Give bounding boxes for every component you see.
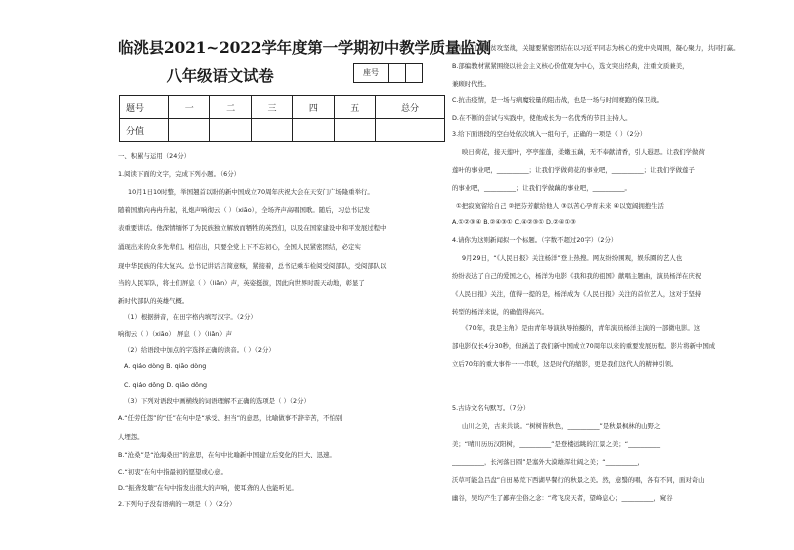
score-cell[interactable] xyxy=(169,119,210,142)
seat-number-box xyxy=(353,63,423,83)
text-line: 1.阅读下面的文字，完成下列小题。（6分） xyxy=(118,170,240,178)
exam-title: 临洮县2021~2022学年度第一学期初中教学质量监测 xyxy=(118,38,491,57)
text-line: 随着国旗向冉冉升起，礼炮声响彻云（ ）（xiāo），全场齐声高唱国歌。随后，习总书记发 xyxy=(118,206,370,214)
text-line: 9月29日，“《人民日报》关注杨洋”登上热搜。网友纷纷围观，娱乐圈的艺人也 xyxy=(462,254,683,262)
score-header-cell: 五 xyxy=(334,96,375,119)
score-cell[interactable] xyxy=(334,119,375,142)
text-line: A.能否打赢脱贫攻坚战，关键要紧密团结在以习近平同志为核心的党中央周围，凝心聚力，共同打赢。 xyxy=(452,44,740,52)
text-line: 3.给下面语段的空白处依次填入一组句子，正确的一项是（ ）（2分） xyxy=(452,130,647,138)
score-header-cell: 二 xyxy=(210,96,251,119)
text-line: 涌现出来的众多先辈们。相信出，只要全党上下不忘初心，全国人民紧密团结，必定实 xyxy=(118,243,361,251)
text-line: 转型的杨洋来说，的确值得高兴。 xyxy=(452,308,548,316)
text-line: C.抗击疫情，是一场与病魔较量的阻击战，也是一场与时间赛跑的保卫战。 xyxy=(452,96,663,104)
text-line: 幽谷，吴均产生了鄙弃尘俗之念：“鸢飞戾天者，望峰息心；__________，窥谷 xyxy=(452,494,673,502)
score-cell[interactable] xyxy=(293,119,334,142)
text-line: D.在不断的尝试与实践中，使他成长为一名优秀的节目主持人。 xyxy=(452,114,632,122)
text-line: 5.古诗文名句默写。（7分） xyxy=(452,404,530,412)
text-line: B.“沧桑”是“沧海桑田”的意思，在句中比喻新中国建立后变化的巨大、迅速。 xyxy=(118,451,336,459)
text-line: 纷纷表达了自己的爱国之心，杨洋为电影《我和我的祖国》献唱主题曲，演员杨洋在庆祝 xyxy=(452,272,702,280)
text-line: 一、积累与运用（24分） xyxy=(118,152,191,160)
text-line: C. qiáo dǒng D. qiāo dǒng xyxy=(124,381,208,389)
exam-subtitle: 八年级语文试卷 xyxy=(166,66,274,85)
text-line: 兼顾时代性。 xyxy=(452,80,491,88)
text-line: 现中华民族的伟大复兴。总书记讲话言简意赅，紧接着，总书记乘车检阅受阅部队，受阅部队以 xyxy=(118,262,387,270)
text-line: 沃草可能急吕盘”自田易荒下西湖早餐行的秋景之美。然，意翳的唱，各有不同，面对奇山 xyxy=(452,476,705,484)
text-line: 4.请你为这则新闻拟一个标题。（字数不超过20字）（2分） xyxy=(452,236,618,244)
seat-label: 座号 xyxy=(363,68,379,77)
score-header-cell: 四 xyxy=(293,96,334,119)
text-line: 映日荷花，接天莲叶，亭亭莲蓬，柔嫩玉藕，无不奉献清香，引人遐思。让我们学做荷 xyxy=(462,148,705,156)
text-line: C.“初衷”在句中指最初的愿望或心意。 xyxy=(118,468,227,476)
text-line: 莲叶的事业吧，__________；让我们学做荷花的事业吧，__________；让我们学做莲子 xyxy=(452,166,695,174)
text-line: 人埋怨。 xyxy=(118,433,144,441)
score-header-cell: 三 xyxy=(251,96,292,119)
seat-cell[interactable] xyxy=(388,64,405,82)
text-line: 立后70年的重大事件一一串联，这是时代的缩影，更是我们这代人的精神引领。 xyxy=(452,360,678,368)
text-line: A.“任劳任怨”的“任”在句中是“承受、担当”的意思，比喻做事不辞辛苦，不怕别 xyxy=(118,414,343,422)
score-cell[interactable] xyxy=(210,119,251,142)
text-line: B.部编教材紧紧围绕以社会主义核心价值观为中心，选文突出经典，注重文质兼美， xyxy=(452,62,689,70)
text-line: A. qiáo dòng B. qiāo dòng xyxy=(124,362,207,370)
text-line: 10月1日10时整，举国翘首以盼的新中国成立70周年庆祝大会在天安门广场隆重举行。 xyxy=(128,188,374,196)
text-line: D.“振聋发聩”在句中指发出很大的声响，使耳聋的人也能听见。 xyxy=(118,484,298,492)
text-line: 2.下列句子没有语病的一项是（ ）（2分） xyxy=(118,500,236,508)
text-line: 表重要讲话。他深情缅怀了为民族独立解放而牺牲的英烈们，以及在国家建设中和平发展过程中 xyxy=(118,224,387,232)
score-cell[interactable] xyxy=(376,119,445,142)
text-line: 的事业吧，__________；让我们学做藕的事业吧，__________。 xyxy=(452,184,631,192)
text-line: （3）下列对语段中画横线的词语理解不正确的选项是（ ）（2分） xyxy=(124,397,310,405)
seat-cell[interactable] xyxy=(405,64,422,82)
score-row-label: 分值 xyxy=(120,119,169,142)
score-table xyxy=(119,95,445,142)
text-line: A.①②③④ B.②④③① C.④②③① D.②④①③ xyxy=(452,218,576,226)
text-line: 美；“晴川历历汉阳树，__________”是登楼远眺的江景之美；“__________ xyxy=(452,440,661,448)
score-header-cell: 一 xyxy=(169,96,210,119)
score-table-value-row xyxy=(120,119,445,142)
score-header-cell: 总分 xyxy=(376,96,445,119)
text-line: 《70年，我是主角》是由青年导演执导拍摄的，青年演员杨洋主演的一部微电影。这 xyxy=(462,324,701,332)
text-line: 响彻云（ ）（xiāo） 屏息（ ）（liǎn）声 xyxy=(118,330,233,338)
score-table-header-row xyxy=(120,96,445,119)
score-cell[interactable] xyxy=(251,119,292,142)
text-line: ①把寂寞留给自己 ②把芬芳献给他人 ③以苦心孕育未来 ④以宽阔拥抱生活 xyxy=(456,202,664,210)
score-header-cell: 题号 xyxy=(120,96,169,119)
text-line: 《人民日报》关注，值得一提的是，杨洋成为《人民日报》关注的首位艺人，这对于坚持 xyxy=(452,290,702,298)
text-line: （1）根据拼音，在田字格内填写汉字。（2分） xyxy=(124,313,257,321)
text-line: 部电影仅长4分30秒，但涵盖了我们新中国成立70周年以来的重要发展历程。影片将新中国成 xyxy=(452,342,716,350)
text-line: （2）给语段中加点的字选择正确的读音。（ ）（2分） xyxy=(124,346,275,354)
text-line: __________，长河落日圆”是塞外大漠雄浑壮阔之美；“__________， xyxy=(452,458,644,466)
text-line: 当的人民军队，将士们屏息（ ）（liǎn）声，英姿挺拔，因此向世界时震天动地，彰显了 xyxy=(118,279,365,287)
text-line: 山川之美，古来共谈。“树树皆秋色，__________”是秋景枫林的山野之 xyxy=(462,422,661,430)
text-line: 新时代部队的英雄气概。 xyxy=(118,297,189,305)
